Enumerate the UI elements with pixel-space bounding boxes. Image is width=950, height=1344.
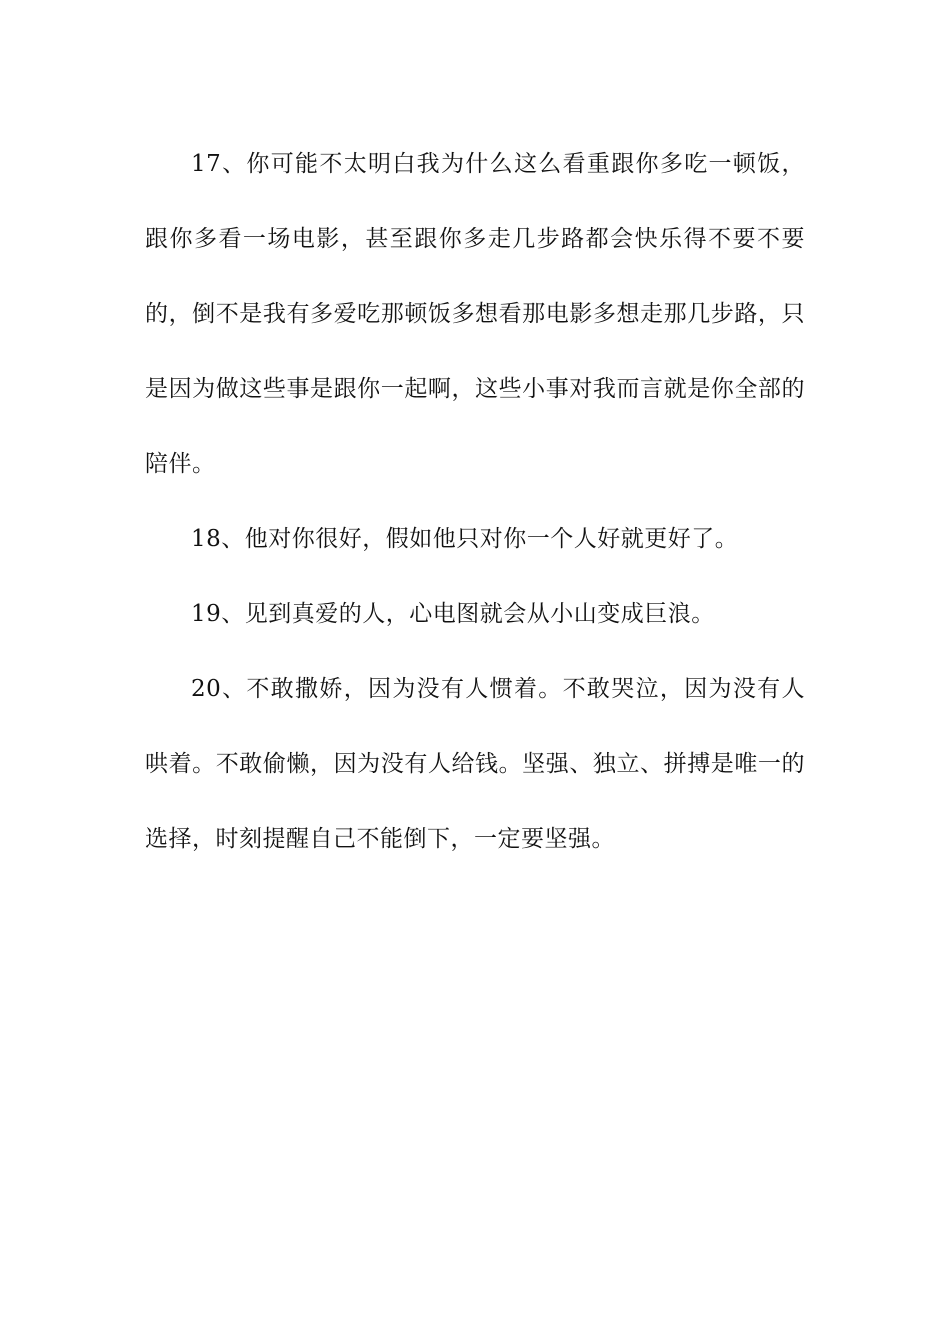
paragraph-18: 18、他对你很好，假如他只对你一个人好就更好了。 — [191, 526, 739, 552]
paragraph-19: 19、见到真爱的人，心电图就会从小山变成巨浪。 — [191, 601, 715, 627]
document-body — [145, 127, 805, 877]
paragraph-20: 20、不敢撒娇，因为没有人惯着。不敢哭泣，因为没有人哄着。不敢偷懒，因为没有人给钱。坚强、独立、拼搏是唯一的选择，时刻提醒自己不能倒下，一定要坚强。 — [145, 676, 805, 852]
paragraph-17: 17、你可能不太明白我为什么这么看重跟你多吃一顿饭，跟你多看一场电影，甚至跟你多走几步路都会快乐得不要不要的，倒不是我有多爱吃那顿饭多想看那电影多想走那几步路，只是因为做这些事是跟你一起啊，这些小事对我而言就是你全部的陪伴。 — [145, 151, 805, 477]
